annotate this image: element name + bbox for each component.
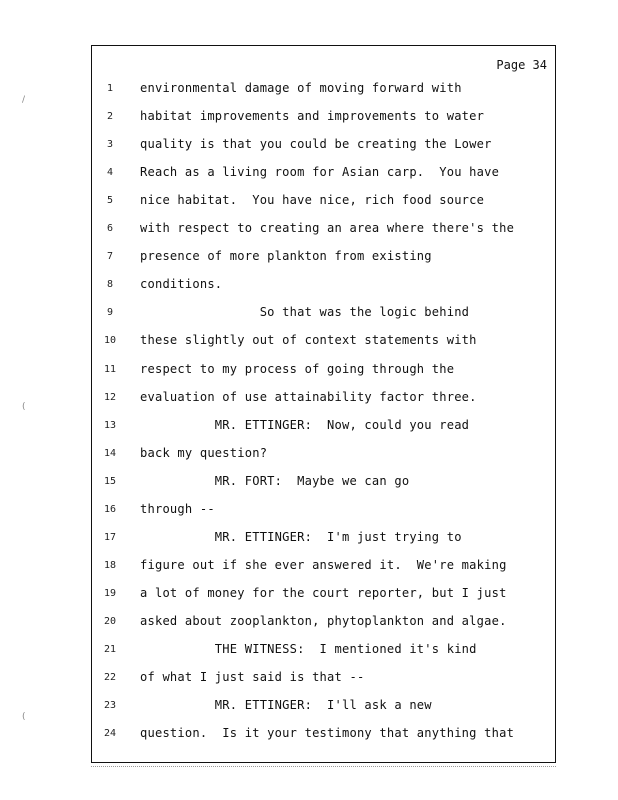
line-number: 17	[103, 531, 117, 543]
line-number: 16	[103, 503, 117, 515]
line-number: 19	[103, 587, 117, 599]
line-text: habitat improvements and improvements to water	[140, 109, 485, 124]
line-number: 11	[103, 363, 117, 375]
line-text: quality is that you could be creating the Lower	[140, 137, 492, 152]
line-text: figure out if she ever answered it. We're making	[140, 557, 507, 572]
scan-artifact: (	[22, 402, 26, 412]
scan-bottom-edge	[91, 766, 556, 769]
line-number: 4	[106, 167, 114, 179]
transcript-line	[92, 109, 555, 129]
transcript-line	[92, 333, 555, 353]
transcript-line	[92, 165, 555, 185]
line-text: MR. ETTINGER: Now, could you read	[140, 417, 470, 432]
line-number: 7	[106, 251, 114, 263]
line-text: of what I just said is that --	[140, 670, 365, 685]
transcript-line	[92, 193, 555, 213]
transcript-line	[92, 502, 555, 522]
line-number: 18	[103, 559, 117, 571]
transcript-line	[92, 670, 555, 690]
scan-artifact: /	[22, 95, 26, 105]
line-text: these slightly out of context statements with	[140, 333, 477, 348]
transcript-line	[92, 277, 555, 297]
line-number: 23	[103, 700, 117, 712]
line-number: 21	[103, 644, 117, 655]
transcript-line	[92, 726, 555, 746]
transcript-line	[92, 586, 555, 606]
transcript-line	[92, 698, 555, 718]
transcript-line	[92, 137, 555, 157]
line-text: MR. ETTINGER: I'm just trying to	[140, 529, 462, 544]
line-number: 12	[103, 391, 117, 403]
line-number: 24	[103, 728, 117, 740]
line-number: 13	[103, 419, 117, 431]
line-text: MR. FORT: Maybe we can go	[140, 473, 410, 488]
line-number: 20	[103, 615, 117, 627]
line-text: evaluation of use attainability factor three.	[140, 389, 477, 404]
transcript-line	[92, 305, 555, 325]
page-number: Page 34	[496, 58, 547, 72]
transcript-line	[92, 221, 555, 241]
transcript-line	[92, 530, 555, 550]
line-number: 10	[103, 335, 117, 347]
line-text: THE WITNESS: I mentioned it's kind	[140, 642, 477, 656]
line-text: MR. ETTINGER: I'll ask a new	[140, 698, 432, 713]
transcript-line	[92, 642, 555, 662]
transcript-line	[92, 362, 555, 382]
transcript-line	[92, 474, 555, 494]
line-text: back my question?	[140, 445, 268, 460]
line-number: 9	[106, 307, 114, 319]
line-number: 14	[103, 447, 117, 459]
line-text: asked about zooplankton, phytoplankton and algae.	[140, 613, 507, 628]
line-number: 8	[106, 279, 114, 291]
transcript-line	[92, 249, 555, 269]
transcript-page	[91, 45, 556, 763]
line-number: 3	[106, 139, 114, 151]
line-text: conditions.	[140, 277, 223, 292]
line-text: with respect to creating an area where there's the	[140, 221, 515, 236]
line-number: 15	[103, 475, 117, 487]
transcript-line	[92, 390, 555, 410]
line-text: a lot of money for the court reporter, but I just	[140, 585, 507, 600]
transcript-line	[92, 81, 555, 101]
line-text: Reach as a living room for Asian carp. You have	[140, 165, 500, 180]
line-text: respect to my process of going through the	[140, 361, 455, 376]
transcript-line	[92, 418, 555, 438]
line-number: 6	[106, 223, 114, 235]
line-number: 5	[106, 195, 114, 207]
transcript-line	[92, 446, 555, 466]
line-text: through --	[140, 501, 215, 516]
line-text: So that was the logic behind	[140, 305, 470, 320]
transcript-line	[92, 614, 555, 634]
line-text: question. Is it your testimony that anything that	[140, 726, 515, 741]
line-text: environmental damage of moving forward with	[140, 81, 462, 95]
line-number: 2	[106, 111, 114, 123]
line-text: nice habitat. You have nice, rich food source	[140, 193, 485, 208]
line-number: 22	[103, 672, 117, 684]
scan-artifact: (	[22, 712, 26, 722]
transcript-line	[92, 558, 555, 578]
line-number: 1	[106, 83, 114, 94]
line-text: presence of more plankton from existing	[140, 249, 432, 264]
